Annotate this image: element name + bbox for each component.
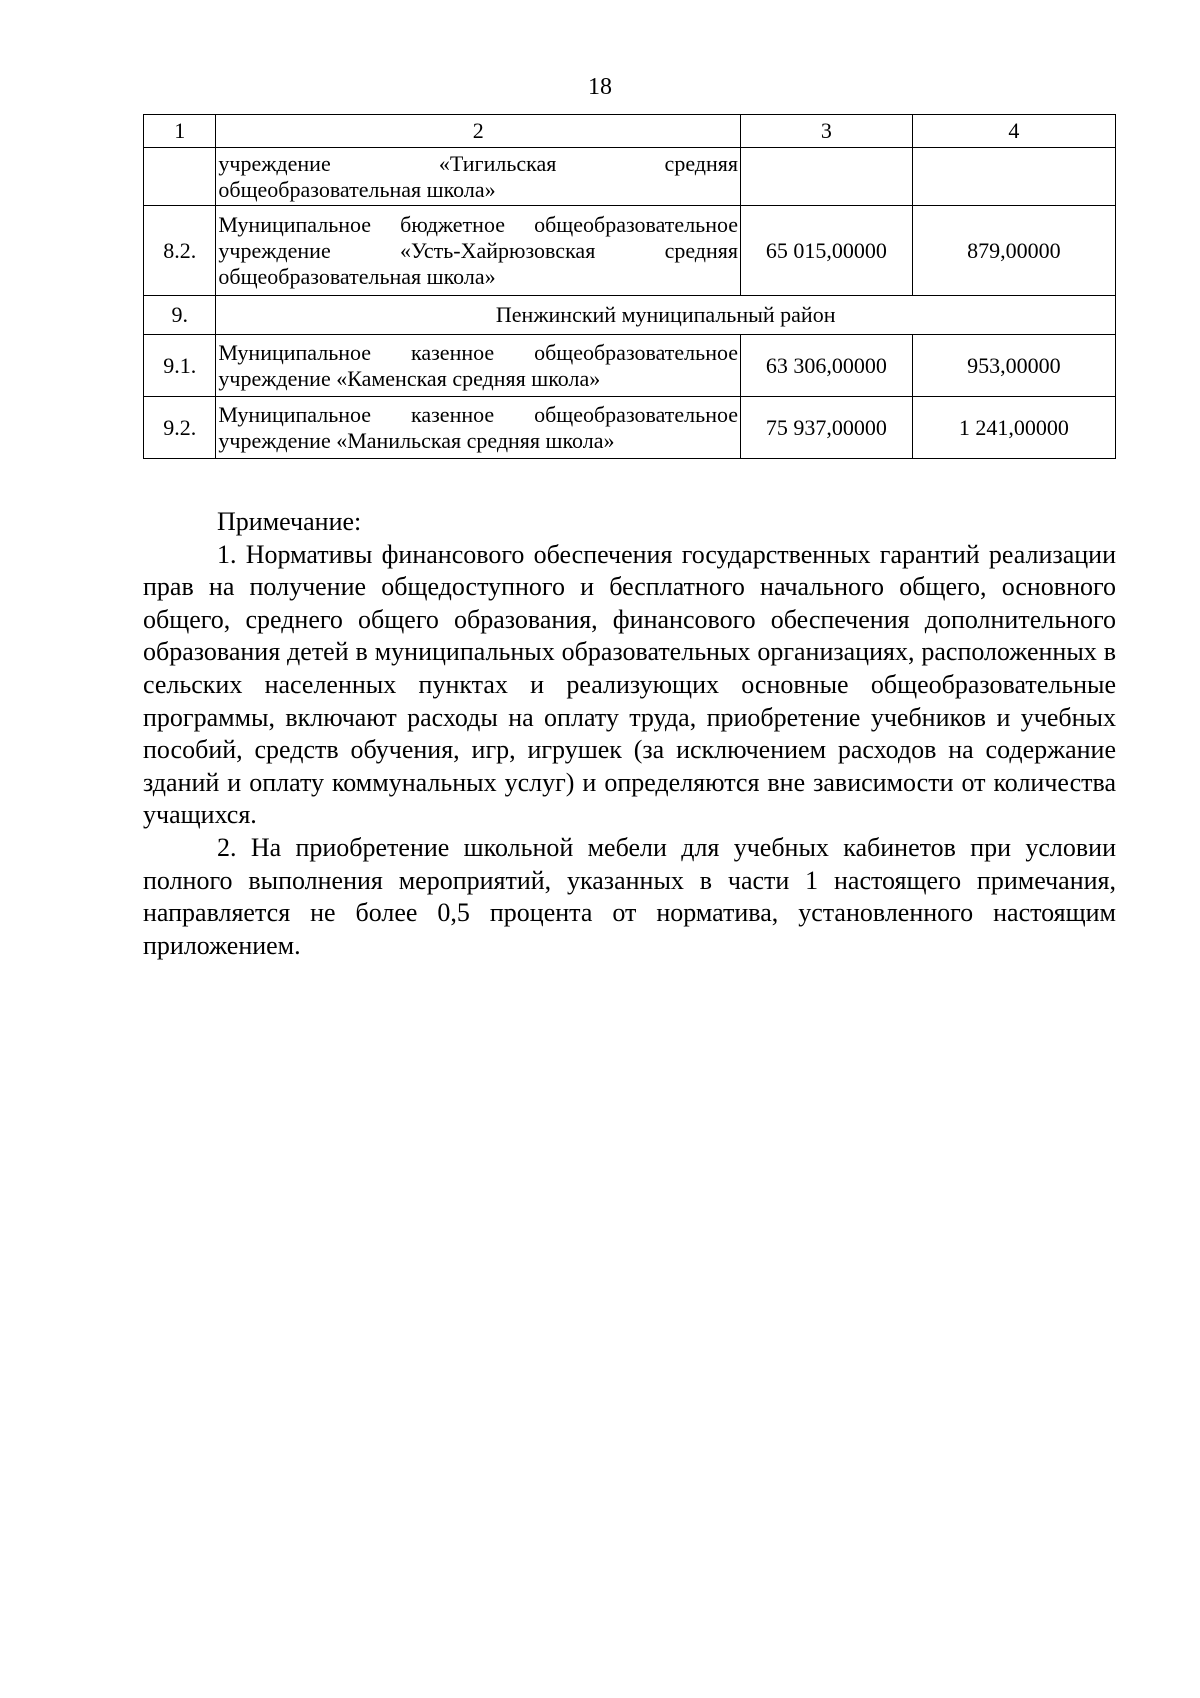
name-line: общеобразовательная школа» bbox=[218, 263, 496, 289]
row-number bbox=[144, 148, 216, 206]
notes-section bbox=[143, 506, 1116, 962]
header-cell: 2 bbox=[216, 115, 741, 148]
per-student-value: 879,00000 bbox=[912, 206, 1115, 296]
standard-value: 63 306,00000 bbox=[741, 335, 913, 397]
name-line: учреждение «Усть-Хайрюзовская средняя bbox=[218, 237, 739, 263]
row-number: 9.2. bbox=[144, 397, 216, 459]
table-row bbox=[144, 335, 1116, 397]
row-number: 9. bbox=[144, 296, 216, 335]
notes-title: Примечание: bbox=[217, 507, 362, 536]
name-line: общеобразовательная школа» bbox=[218, 176, 496, 202]
institution-name bbox=[216, 206, 741, 296]
table-row bbox=[144, 148, 1116, 206]
row-number: 8.2. bbox=[144, 206, 216, 296]
funding-table bbox=[143, 114, 1116, 459]
header-cell: 1 bbox=[144, 115, 216, 148]
table-row bbox=[144, 206, 1116, 296]
table-header-row bbox=[144, 115, 1116, 148]
institution-name bbox=[216, 397, 741, 459]
district-name: Пенжинский муниципальный район bbox=[216, 296, 1116, 335]
row-number: 9.1. bbox=[144, 335, 216, 397]
institution-name bbox=[216, 148, 741, 206]
name-line: учреждение «Каменская средняя школа» bbox=[218, 365, 601, 391]
table-row bbox=[144, 397, 1116, 459]
name-line: Муниципальное бюджетное общеобразовательное bbox=[218, 211, 739, 237]
per-student-value: 953,00000 bbox=[912, 335, 1115, 397]
per-student-value bbox=[912, 148, 1115, 206]
name-line: Муниципальное казенное общеобразовательное bbox=[218, 339, 739, 365]
per-student-value: 1 241,00000 bbox=[912, 397, 1115, 459]
name-line: учреждение «Тигильская средняя bbox=[218, 150, 739, 176]
header-cell: 3 bbox=[741, 115, 913, 148]
note-item: 2. На приобретение школьной мебели для учебных кабинетов при условии полного выполнения мероприятий, указанных в части 1 настоящего примечания, направляется не более 0,5 процента от норматива, установленного настоящим приложением. bbox=[143, 832, 1116, 960]
standard-value: 75 937,00000 bbox=[741, 397, 913, 459]
institution-name bbox=[216, 335, 741, 397]
name-line: Муниципальное казенное общеобразовательное bbox=[218, 401, 739, 427]
header-cell: 4 bbox=[912, 115, 1115, 148]
name-line: учреждение «Манильская средняя школа» bbox=[218, 427, 615, 453]
page-number: 18 bbox=[588, 74, 612, 100]
note-item: 1. Нормативы финансового обеспечения государственных гарантий реализации прав на получение общедоступного и бесплатного начального общего, основного общего, среднего общего образования, финансового обеспечения дополнительного образования детей в муниципальных образовательных организациях, расположенных в сельских населенных пунктах и реализующих основные общеобразовательные программы, включают расходы на оплату труда, приобретение учебников и учебных пособий, средств обучения, игр, игрушек (за исключением расходов на содержание зданий и оплату коммунальных услуг) и определяются вне зависимости от количества учащихся. bbox=[143, 539, 1116, 830]
table-row bbox=[144, 296, 1116, 335]
standard-value: 65 015,00000 bbox=[741, 206, 913, 296]
standard-value bbox=[741, 148, 913, 206]
